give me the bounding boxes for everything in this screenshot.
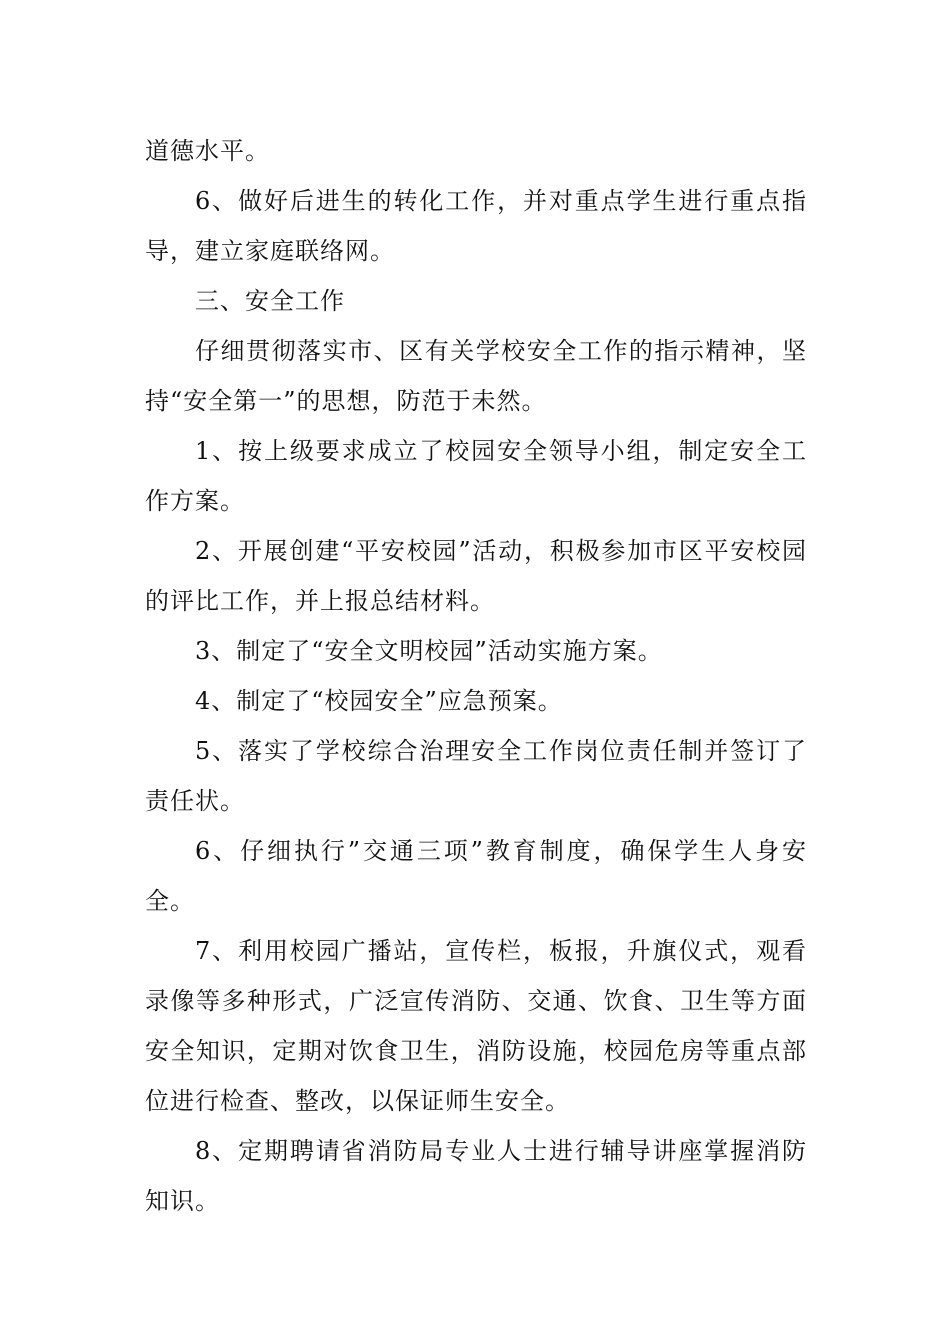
paragraph-item-7: 7、利用校园广播站，宣传栏，板报，升旗仪式，观看录像等多种形式，广泛宣传消防、交通、饮食、卫生等方面安全知识，定期对饮食卫生，消防设施，校园危房等重点部位进行检查、整改，以保证师生安全。 bbox=[145, 937, 807, 1115]
paragraph-item-2: 2、开展创建“平安校园”活动，积极参加市区平安校园的评比工作，并上报总结材料。 bbox=[145, 537, 807, 615]
paragraph-item-1: 1、按上级要求成立了校园安全领导小组，制定安全工作方案。 bbox=[145, 437, 807, 515]
document-body bbox=[145, 126, 807, 1226]
paragraph-safety-intro: 仔细贯彻落实市、区有关学校安全工作的指示精神，坚持“安全第一”的思想，防范于未然。 bbox=[145, 337, 807, 415]
section-heading-safety: 三、安全工作 bbox=[195, 287, 345, 315]
paragraph-item-6-guidance: 6、做好后进生的转化工作，并对重点学生进行重点指导，建立家庭联络网。 bbox=[145, 187, 807, 265]
paragraph-item-6: 6、仔细执行”交通三项”教育制度，确保学生人身安全。 bbox=[145, 837, 807, 915]
paragraph-item-4: 4、制定了“校园安全”应急预案。 bbox=[195, 687, 563, 715]
paragraph-item-5: 5、落实了学校综合治理安全工作岗位责任制并签订了责任状。 bbox=[145, 737, 807, 815]
paragraph-item-3: 3、制定了“安全文明校园”活动实施方案。 bbox=[195, 637, 663, 665]
paragraph-item-8: 8、定期聘请省消防局专业人士进行辅导讲座掌握消防知识。 bbox=[145, 1137, 807, 1215]
paragraph-continuation: 道德水平。 bbox=[145, 137, 270, 165]
